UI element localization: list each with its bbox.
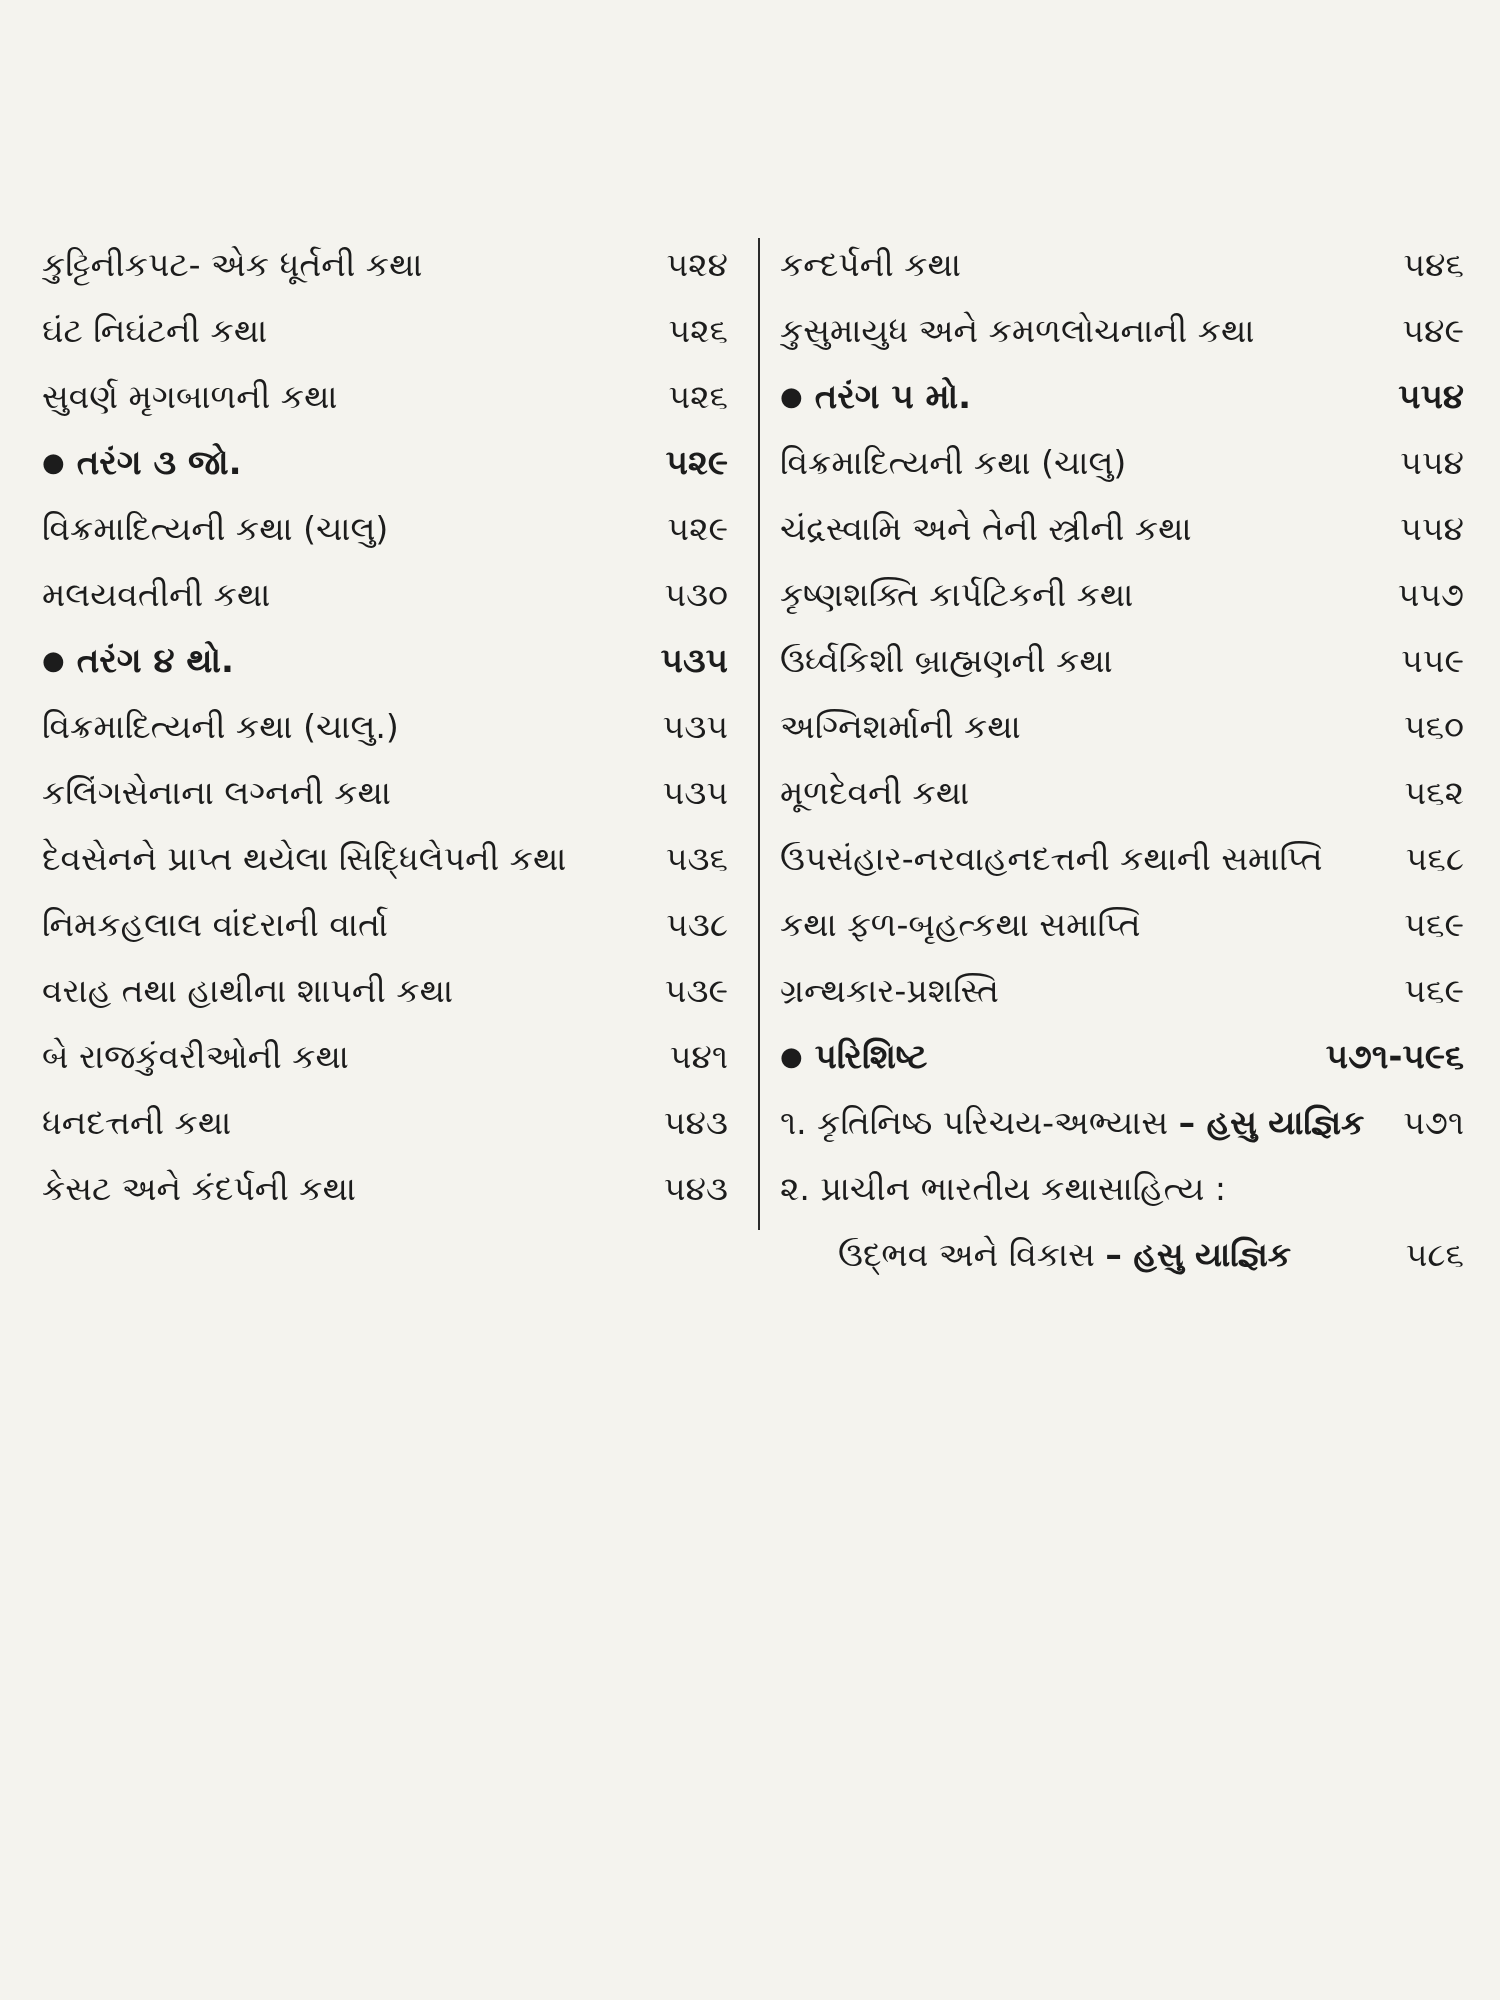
entry-title: વિક્રમાદિત્યની કથા (ચાલુ.) — [42, 707, 399, 746]
appendix-entry-continued — [780, 1222, 1464, 1288]
entry-title: સુવર્ણ મૃગબાળની કથા — [42, 377, 338, 416]
entry-title: કન્દર્પની કથા — [780, 245, 961, 284]
entry-page: ૫૨૪ — [666, 245, 728, 284]
entry-page: ૫૪૩ — [663, 1169, 728, 1208]
appendix-number: ૧. — [780, 1103, 807, 1142]
toc-entry — [42, 958, 728, 1024]
entry-page: ૫૩૫ — [662, 707, 728, 746]
toc-entry — [42, 892, 728, 958]
toc-entry — [780, 496, 1464, 562]
entry-page: ૫૩૫ — [662, 773, 728, 812]
entry-title: મૂળદેવની કથા — [780, 773, 970, 812]
entry-page: ૫૨૬ — [668, 311, 728, 350]
toc-entry — [780, 628, 1464, 694]
section-title: ● તરંગ ૪ થો. — [42, 628, 234, 697]
appendix-number: ૨. — [780, 1169, 810, 1208]
entry-page: ૫૪૯ — [1402, 311, 1464, 350]
appendix-title: કૃતિનિષ્ઠ પરિચય-અભ્યાસ — [817, 1103, 1169, 1142]
toc-entry — [780, 892, 1464, 958]
appendix-author: – હસુ યાજ્ઞિક — [1105, 1235, 1292, 1274]
toc-entry — [780, 826, 1464, 892]
entry-page: ૫૮૬ — [1405, 1235, 1464, 1274]
toc-entry — [42, 232, 728, 298]
entry-title: કલિંગસેનાના લગ્નની કથા — [42, 773, 391, 812]
toc-entry — [780, 694, 1464, 760]
entry-title: ચંદ્રસ્વામિ અને તેની સ્ત્રીની કથા — [780, 509, 1192, 548]
entry-title: વિક્રમાદિત્યની કથા (ચાલુ) — [780, 443, 1127, 482]
entry-page: ૫૫૯ — [1401, 641, 1464, 680]
entry-title: વિક્રમાદિત્યની કથા (ચાલુ) — [42, 509, 389, 548]
entry-title: દેવસેનને પ્રાપ્ત થયેલા સિદ્ધિલેપની કથા — [42, 839, 567, 878]
entry-title: કુસુમાયુધ અને કમળલોચનાની કથા — [780, 311, 1255, 350]
toc-entry — [780, 298, 1464, 364]
toc-entry — [42, 1024, 728, 1090]
entry-title: નિમકહલાલ વાંદરાની વાર્તા — [42, 905, 388, 944]
toc-entry — [780, 232, 1464, 298]
section-title: ● તરંગ ૫ મો. — [780, 364, 971, 433]
entry-title: ઉર્ધ્વકિશી બ્રાહ્મણની કથા — [780, 641, 1113, 680]
entry-page: ૫૪૩ — [663, 1103, 728, 1142]
entry-title: કૃષ્ણશક્તિ કાર્પટિકની કથા — [780, 575, 1134, 614]
entry-page: ૫૫૪ — [1400, 443, 1464, 482]
appendix-author: – હસુ યાજ્ઞિક — [1178, 1103, 1365, 1142]
section-page: ૫૫૪ — [1398, 377, 1464, 417]
entry-page: ૫૩૯ — [664, 971, 728, 1010]
toc-entry — [42, 1156, 728, 1222]
entry-page: ૫૬૨ — [1404, 773, 1464, 812]
entry-title: અગ્નિશર્માની કથા — [780, 707, 1021, 746]
entry-page: ૫૬૮ — [1405, 839, 1464, 878]
entry-page: ૫૫૪ — [1400, 509, 1464, 548]
entry-page: ૫૫૭ — [1397, 575, 1464, 614]
entry-title: ધનદત્તની કથા — [42, 1103, 232, 1142]
contents-right-column — [780, 232, 1464, 1288]
entry-page: ૫૨૯ — [667, 509, 728, 548]
entry-page: ૫૩૦ — [664, 575, 728, 614]
section-title: ● પરિશિષ્ટ — [780, 1024, 927, 1093]
entry-title: ઉપસંહાર-નરવાહનદત્તની કથાની સમાપ્તિ — [780, 839, 1323, 878]
appendix-entry — [780, 1090, 1464, 1156]
entry-title: ગ્રન્થકાર-પ્રશસ્તિ — [780, 971, 999, 1010]
entry-page: ૫૬૯ — [1404, 905, 1464, 944]
appendix-entry-title — [780, 1222, 1291, 1288]
toc-section-heading — [42, 430, 728, 496]
entry-page: ૫૪૧ — [669, 1037, 728, 1076]
toc-entry — [42, 562, 728, 628]
entry-title: વરાહ તથા હાથીના શાપની કથા — [42, 971, 454, 1010]
toc-entry — [42, 364, 728, 430]
section-page: ૫૨૯ — [665, 443, 728, 483]
appendix-title: પ્રાચીન ભારતીય કથાસાહિત્ય : — [820, 1169, 1227, 1208]
toc-entry — [780, 562, 1464, 628]
entry-title: કથા ફળ-બૃહત્કથા સમાપ્તિ — [780, 905, 1141, 944]
appendix-entry — [780, 1156, 1464, 1222]
appendix-entry-title — [780, 1156, 1226, 1222]
section-page: ૫૭૧-૫૯૬ — [1325, 1037, 1464, 1077]
section-page: ૫૩૫ — [660, 641, 728, 681]
entry-page: ૫૪૬ — [1403, 245, 1464, 284]
column-divider — [758, 238, 760, 1230]
entry-page: ૫૩૬ — [665, 839, 728, 878]
toc-section-heading — [780, 364, 1464, 430]
toc-section-heading-appendix — [780, 1024, 1464, 1090]
entry-title: ઘંટ નિઘંટની કથા — [42, 311, 268, 350]
toc-entry — [42, 694, 728, 760]
entry-title: બે રાજકુંવરીઓની કથા — [42, 1037, 349, 1076]
toc-section-heading — [42, 628, 728, 694]
toc-entry — [42, 298, 728, 364]
appendix-entry-title — [780, 1090, 1364, 1156]
entry-page: ૫૬૦ — [1403, 707, 1464, 746]
toc-entry — [42, 826, 728, 892]
entry-title: કેસટ અને કંદર્પની કથા — [42, 1169, 356, 1208]
toc-entry — [42, 496, 728, 562]
toc-entry — [780, 760, 1464, 826]
entry-page: ૫૭૧ — [1403, 1103, 1464, 1142]
toc-entry — [780, 430, 1464, 496]
entry-title: કુટ્ટિનીકપટ- એક ધૂર્તની કથા — [42, 245, 423, 284]
toc-entry — [42, 1090, 728, 1156]
entry-title: મલયવતીની કથા — [42, 575, 271, 614]
entry-page: ૫૩૮ — [666, 905, 728, 944]
toc-entry — [780, 958, 1464, 1024]
appendix-title: ઉદ્‌ભવ અને વિકાસ — [838, 1235, 1095, 1274]
toc-entry — [42, 760, 728, 826]
entry-page: ૫૨૬ — [668, 377, 728, 416]
section-title: ● તરંગ ૩ જો. — [42, 430, 242, 499]
entry-page: ૫૬૯ — [1404, 971, 1464, 1010]
contents-left-column — [42, 232, 728, 1222]
